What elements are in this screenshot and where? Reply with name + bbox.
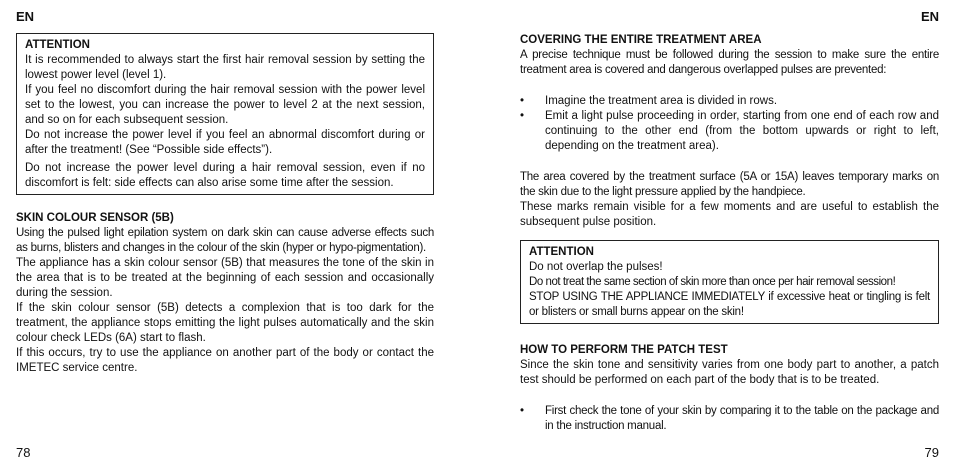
covering-section: [520, 33, 939, 230]
attention-title: ATTENTION: [529, 246, 594, 258]
body-paragraph: These marks remain visible for a few moments and are useful to establish the subsequent pulse position.: [520, 201, 939, 228]
skin-colour-sensor-section: [16, 211, 434, 376]
attention-paragraph: If you feel no discomfort during the hair removal session with the power level set to the lowest, you can increase the power to level 2 at the next session, and so on for each subsequent session.: [25, 84, 425, 126]
attention-box: [16, 33, 434, 195]
bullet-list: [520, 404, 939, 434]
language-label: EN: [920, 9, 939, 24]
bullet-list: [520, 94, 939, 154]
right-page: [520, 0, 939, 470]
attention-line: Do not overlap the pulses!: [529, 261, 663, 273]
body-paragraph: If this occurs, try to use the appliance on another part of the body or contact the IMETEC service centre.: [16, 347, 434, 374]
language-label: EN: [16, 9, 35, 24]
list-item: • First check the tone of your skin by comparing it to the table on the package and in the instruction manual.: [520, 404, 939, 434]
attention-paragraph: Do not increase the power level if you feel an abnormal discomfort during or after the treatment! (See “Possible side effects”).: [25, 129, 425, 156]
list-item: • Emit a light pulse proceeding in order, starting from one end of each row and continuing to the other end (from the bottom upwards or right to left, depending on the treatment area).: [520, 109, 939, 154]
body-paragraph: The area covered by the treatment surface (5A or 15A) leaves temporary marks on the skin due to the light pressure applied by the handpiece.: [520, 171, 939, 198]
list-item: • Imagine the treatment area is divided in rows.: [520, 94, 939, 109]
attention-line: Do not treat the same section of skin more than once per hair removal session!: [529, 276, 896, 288]
page-number: 79: [924, 445, 939, 460]
body-paragraph: The appliance has a skin colour sensor (5B) that measures the tone of the skin in the area that is to be treated at the beginning of each session and occasionally during the session.: [16, 257, 434, 299]
section-heading: COVERING THE ENTIRE TREATMENT AREA: [520, 34, 762, 46]
left-page: [16, 0, 434, 470]
section-heading: SKIN COLOUR SENSOR (5B): [16, 212, 174, 224]
body-paragraph: Using the pulsed light epilation system on dark skin can cause adverse effects such as burns, blisters and changes in the colour of the skin (hyper or hypo-pigmentation).: [16, 227, 434, 254]
section-heading: HOW TO PERFORM THE PATCH TEST: [520, 344, 728, 356]
attention-title: ATTENTION: [25, 39, 90, 51]
page-number: 78: [16, 445, 31, 460]
attention-paragraph: Do not increase the power level during a hair removal session, even if no discomfort is felt: side effects can also arise some time after the session.: [25, 162, 425, 189]
body-paragraph: Since the skin tone and sensitivity varies from one body part to another, a patch test should be performed on each part of the body that is to be treated.: [520, 359, 939, 386]
attention-line: STOP USING THE APPLIANCE IMMEDIATELY if excessive heat or tingling is felt or blisters or small burns appear on the skin!: [529, 291, 930, 318]
attention-box: [520, 240, 939, 324]
patch-test-section: [520, 343, 939, 434]
body-paragraph: If the skin colour sensor (5B) detects a complexion that is too dark for the treatment, the appliance stops emitting the light pulses automatically and the skin colour check LEDs (6A) start to flash.: [16, 302, 434, 344]
body-paragraph: A precise technique must be followed during the session to make sure the entire treatment area is covered and dangerous overlapped pulses are prevented:: [520, 49, 939, 76]
attention-paragraph: It is recommended to always start the first hair removal session by setting the lowest power level (level 1).: [25, 54, 425, 81]
